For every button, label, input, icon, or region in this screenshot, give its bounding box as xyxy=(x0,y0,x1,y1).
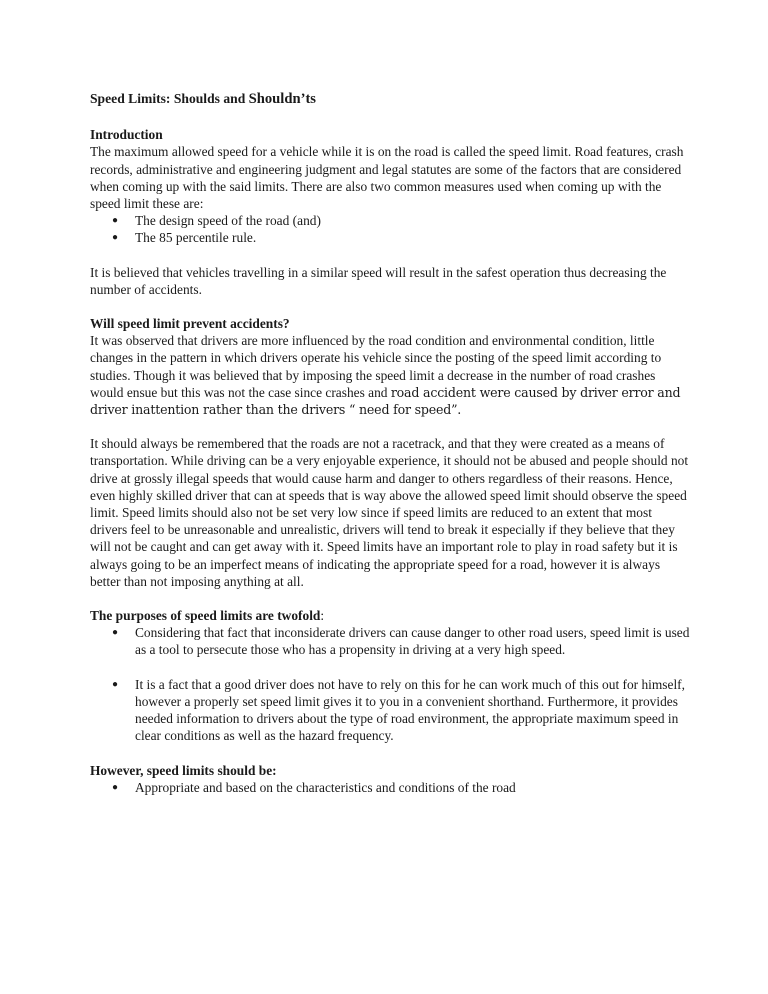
list-item-text: Appropriate and based on the characteristics and conditions of the road xyxy=(135,779,516,795)
intro-paragraph: The maximum allowed speed for a vehicle while it is on the road is called the speed limit. Road features, crash records, administrative and engineering judgment and legal statutes are some of the factors that are considered when coming up with the said limits. There are also two common measures used when coming up with the speed limit these are: xyxy=(90,144,684,212)
should-be-heading: However, speed limits should be: xyxy=(90,762,277,778)
list-item xyxy=(90,229,690,246)
roads-paragraph: It should always be remembered that the roads are not a racetrack, and that they were created as a means of transportation. While driving can be a very enjoyable experience, it should not be abused and people should not drive at grossly illegal speeds that would cause harm and danger to others regardless of their reasons. Hence, even highly skilled driver that can at speeds that is way above the allowed speed limit should observe the speed limit. Speed limits should also not be set very low since if speed limits are reduced to an extent that most drivers feel to be unreasonable and unrealistic, drivers will tend to break it especially if they believe that they will not be caught and can get away with it. Speed limits have an important role to play in road safety but it is always going to be an imperfect means of indicating the appropriate speed for a road, however it is always better than not imposing anything at all. xyxy=(90,436,689,589)
prevent-paragraph xyxy=(90,332,690,418)
prevent-heading: Will speed limit prevent accidents? xyxy=(90,316,290,332)
list-item-text: Considering that fact that inconsiderate drivers can cause danger to other road users, speed limit is used as a tool to persecute those who has a propensity in driving at a very high speed. xyxy=(135,625,690,658)
purposes-heading: The purposes of speed limits are twofold xyxy=(90,608,321,624)
title-suffix: Shouldn’ts xyxy=(248,91,316,107)
purposes-bullet-list xyxy=(90,624,690,744)
bullet-icon: ● xyxy=(112,232,119,244)
list-item xyxy=(90,676,690,745)
bullet-icon: ● xyxy=(112,627,119,639)
intro-bullet-list xyxy=(90,212,690,246)
document-page xyxy=(90,90,690,796)
should-be-bullet-list xyxy=(90,779,690,796)
list-item xyxy=(90,212,690,229)
list-item-text: It is a fact that a good driver does not have to rely on this for he can work much of this out for himself, however a properly set speed limit gives it to you in a convenient shorthand. Furthermore, it provides needed information to drivers about the type of road environment, the appropriate maximum speed in clear conditions as well as the hazard frequency. xyxy=(135,676,685,744)
purposes-colon: : xyxy=(320,608,325,624)
list-item-text: The 85 percentile rule. xyxy=(135,230,257,246)
bullet-icon: ● xyxy=(112,215,119,227)
intro-heading: Introduction xyxy=(90,127,163,143)
purposes-heading-line xyxy=(90,607,690,624)
title-prefix: Speed Limits: Shoulds and xyxy=(90,91,249,106)
intro-closing-paragraph: It is believed that vehicles travelling in a similar speed will result in the safest operation thus decreasing the number of accidents. xyxy=(90,264,667,297)
bullet-icon: ● xyxy=(112,781,119,793)
prevent-paragraph-text: It was observed that drivers are more influenced by the road condition and environmental condition, little changes in the pattern in which drivers operate his vehicle since the posting of the speed limit according to studies. Though it was believed that by imposing the speed limit a decrease in the number of road crashes would ensue but this was not the case since crashes and xyxy=(90,333,662,400)
list-item xyxy=(90,624,690,658)
prevent-paragraph-tail: road accident were caused by driver error and driver inattention rather than the drivers “ need for speed”. xyxy=(90,384,681,418)
bullet-icon: ● xyxy=(112,678,119,690)
list-item-text: The design speed of the road (and) xyxy=(135,213,321,229)
list-item xyxy=(90,779,690,796)
document-title xyxy=(90,90,690,108)
